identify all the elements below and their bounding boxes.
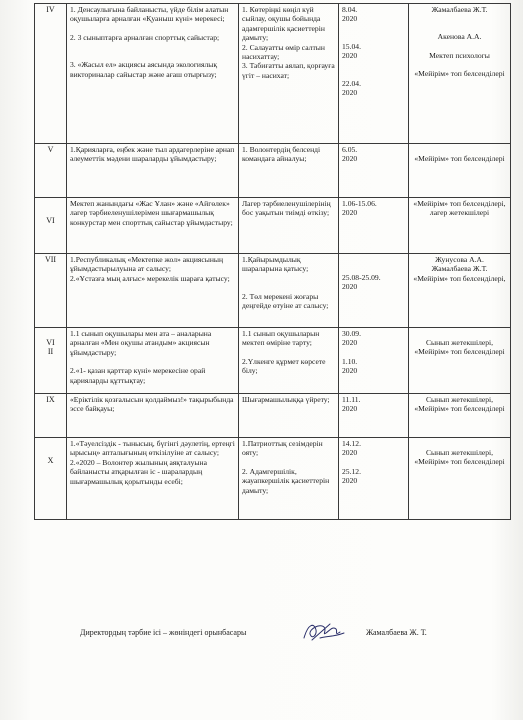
events-cell bbox=[67, 438, 239, 520]
goal-item: 2. Салауатты өмір салтын насихаттау; bbox=[242, 42, 325, 62]
responsible-item: Сынып жетекшілері, «Мейірім» топ белсенділері bbox=[414, 338, 505, 357]
goal-item: 1.Патриоттық сезімдерін ояту; bbox=[242, 439, 323, 458]
responsible-cell bbox=[409, 198, 511, 254]
goal-item: 1.1 сынып оқушыларын мектеп өміріне тарту; bbox=[242, 329, 320, 348]
event-item: 1.Қарияларға, еңбек және тыл ардагерлеріне арнап әлеуметтік мәдени шараларды ұйымдастыру; bbox=[70, 145, 235, 164]
row-number: VII bbox=[35, 254, 67, 328]
event-item: 2.«2020 – Волонтер жылының аяқталуына байланысты атқарылған іс - шаралардың шығармашылық қорытынды есебі; bbox=[70, 457, 207, 486]
table-row bbox=[35, 394, 511, 438]
responsible-item: Сынып жетекшілері, «Мейірім» топ белсенділері bbox=[414, 395, 505, 414]
event-plan-table bbox=[34, 3, 511, 520]
dates-cell bbox=[339, 198, 409, 254]
event-item: «Еріктілік қозғалысын қолдаймыз!» тақырыбында эссе байқауы; bbox=[70, 395, 234, 414]
table-row bbox=[35, 198, 511, 254]
row-number: IV bbox=[35, 4, 67, 144]
events-cell bbox=[67, 328, 239, 394]
goal-item: 2. Төл мерекені жоғары деңгейде өтуіне ат салысу; bbox=[242, 291, 329, 311]
date-item: 15.04. 2020 bbox=[342, 41, 361, 61]
date-item: 14.12. 2020 bbox=[342, 439, 361, 458]
goal-item: 3. Табиғатты аялап, қорғауға үгіт – насихат; bbox=[242, 61, 335, 80]
dates-cell bbox=[339, 394, 409, 438]
responsible-cell bbox=[409, 328, 511, 394]
goal-item: Лагер тәрбиеленушілерінің бос уақытын тиімді өткізу; bbox=[242, 199, 331, 218]
events-cell bbox=[67, 198, 239, 254]
date-item: 11.11. 2020 bbox=[342, 395, 361, 414]
goals-cell bbox=[239, 198, 339, 254]
responsible-item: Жамалбаева Ж.Т. bbox=[431, 264, 488, 274]
event-item: 1.Республикалық «Мектепке жол» акциясының ұйымдастырылуына ат салысу; bbox=[70, 255, 224, 274]
dates-cell bbox=[339, 144, 409, 198]
table-row bbox=[35, 4, 511, 144]
signer-name: Жамалбаева Ж. Т. bbox=[366, 628, 427, 637]
responsible-cell bbox=[409, 144, 511, 198]
event-item: Мектеп жанындағы «Жас Ұлан» және «Айгөлек» лагер тәрбиеленушілерімен шығармашылық конкурстар мен спорттық сайыстар ұйымдастыру; bbox=[70, 199, 233, 227]
goal-item: Шығармашылыққа үйрету; bbox=[242, 395, 330, 404]
responsible-item: Сынып жетекшілері, «Мейірім» топ белсенділері bbox=[414, 448, 505, 467]
responsible-cell bbox=[409, 4, 511, 144]
row-number: V bbox=[35, 144, 67, 198]
event-item: 2.«Ұстазға мың алғыс» мерекелік шараға қатысу; bbox=[70, 273, 230, 283]
dates-cell bbox=[339, 4, 409, 144]
responsible-cell bbox=[409, 394, 511, 438]
goals-cell bbox=[239, 394, 339, 438]
row-number-text: VIII bbox=[46, 338, 55, 357]
goal-item: 2. Адамгершілік, жауапкершілік қасиеттерін дамыту; bbox=[242, 466, 330, 495]
event-item: 1.1 сынып оқушылары мен ата – аналарына арналған «Мен оқушы атандым» акциясын ұйымдастыру; bbox=[70, 329, 212, 357]
signer-position: Директордың тәрбие ісі – жөніндегі орынбасары bbox=[80, 628, 247, 637]
table-row bbox=[35, 254, 511, 328]
dates-cell bbox=[339, 328, 409, 394]
goals-cell bbox=[239, 328, 339, 394]
date-item: 30.09. 2020 bbox=[342, 329, 361, 348]
events-cell bbox=[67, 254, 239, 328]
responsible-cell bbox=[409, 438, 511, 520]
event-item: 1. Денсаулығына байланысты, үйде білім алатын оқушыларға арналған «Қуаныш күні» мерекесі; bbox=[70, 5, 229, 24]
responsible-item: «Мейірім» топ белсенділері, лагер жетекшілері bbox=[413, 199, 506, 218]
event-item: 2. 3 сыныптарға арналған спорттық сайыстар; bbox=[70, 32, 220, 42]
dates-cell bbox=[339, 438, 409, 520]
responsible-item: Акенова А.А. bbox=[437, 32, 482, 42]
date-item: 25.08-25.09. 2020 bbox=[342, 273, 381, 292]
responsible-item: «Мейірім» топ белсенділері bbox=[414, 154, 505, 163]
table-row bbox=[35, 438, 511, 520]
date-item: 25.12. 2020 bbox=[342, 466, 361, 486]
goal-item: 1. Волонтердің белсенді командаға айналуы; bbox=[242, 145, 321, 164]
row-number: VI bbox=[35, 198, 67, 254]
responsible-item: Мектеп психологы bbox=[429, 50, 490, 60]
table-row bbox=[35, 328, 511, 394]
goals-cell bbox=[239, 144, 339, 198]
date-item: 6.05. 2020 bbox=[342, 145, 358, 164]
events-cell bbox=[67, 4, 239, 144]
goals-cell bbox=[239, 438, 339, 520]
event-item: 3. «Жасыл ел» акциясы аясында экологиялық викториналар сайыстар және ағаш отырғызу; bbox=[70, 60, 218, 79]
date-item: 1.10. 2020 bbox=[342, 356, 358, 376]
goal-item: 1. Көтеріңкі көңіл күй сыйлау, оқушы бойында адамгершілік қасиеттерін дамыту; bbox=[242, 5, 325, 43]
responsible-item: «Мейірім» топ белсенділері bbox=[414, 69, 505, 79]
row-number bbox=[35, 328, 67, 394]
goals-cell bbox=[239, 254, 339, 328]
responsible-item: «Мейірім» топ белсенділері, bbox=[413, 273, 506, 283]
events-cell bbox=[67, 144, 239, 198]
date-item: 22.04. 2020 bbox=[342, 78, 361, 98]
event-item: 2.«1- қазан қарттар күні» мерекесіне орай қарияларды құттықтау; bbox=[70, 366, 206, 385]
responsible-item: Жунусова А.А. bbox=[435, 255, 484, 264]
date-item: 1.06-15.06. 2020 bbox=[342, 199, 377, 218]
table-row bbox=[35, 144, 511, 198]
date-item: 8.04. 2020 bbox=[342, 5, 358, 24]
responsible-cell bbox=[409, 254, 511, 328]
goal-item: 2.Үлкенге құрмет көрсете білу; bbox=[242, 356, 326, 376]
event-item: 1.«Тәуелсіздік - тынысың, бүгінгі дәулетің, ертеңгі ырысың» апталығының өткізілуіне ат салысу; bbox=[70, 439, 235, 458]
responsible-item: Жамалбаева Ж.Т. bbox=[431, 5, 488, 14]
goal-item: 1.Қайырымдылық шараларына қатысу; bbox=[242, 255, 309, 274]
dates-cell bbox=[339, 254, 409, 328]
signature-icon bbox=[300, 618, 346, 644]
row-number: X bbox=[35, 438, 67, 520]
row-number: IX bbox=[35, 394, 67, 438]
events-cell bbox=[67, 394, 239, 438]
goals-cell bbox=[239, 4, 339, 144]
